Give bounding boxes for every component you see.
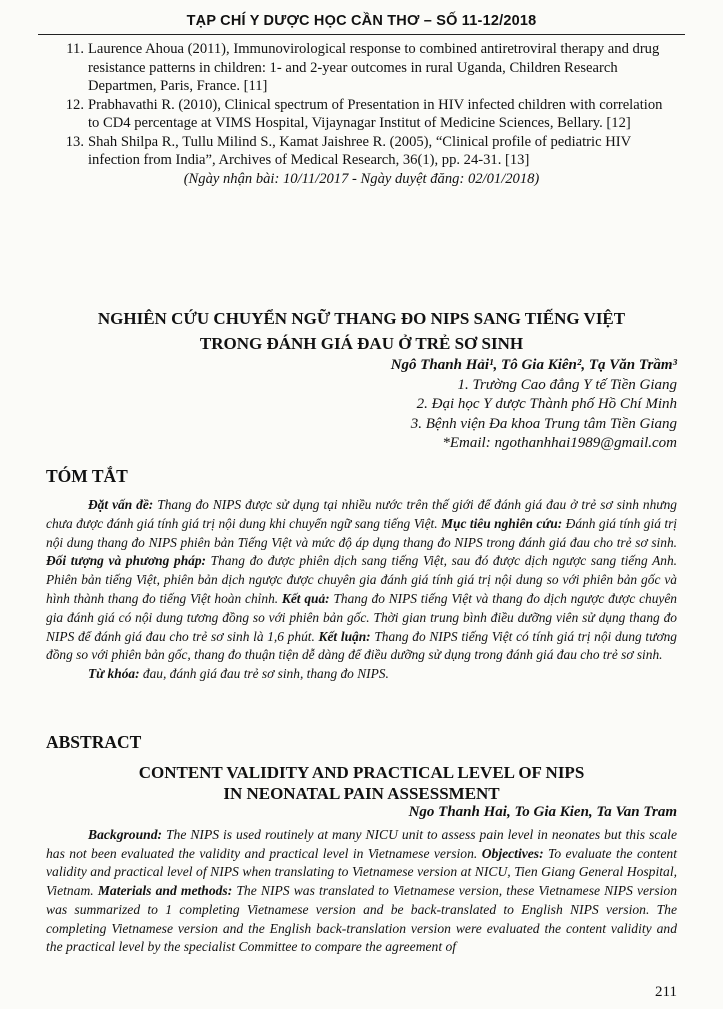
label-doi-tuong: Đối tượng và phương pháp: — [46, 553, 206, 569]
reference-number: 11. — [66, 41, 84, 57]
label-background: Background: — [88, 827, 163, 842]
author-block — [391, 356, 677, 454]
abstract-body — [46, 826, 677, 957]
abstract-paragraph — [46, 826, 677, 957]
author-names: Ngô Thanh Hải¹, Tô Gia Kiên², Tạ Văn Trầm³ — [390, 357, 677, 373]
label-ket-qua: Kết quả: — [281, 590, 330, 606]
label-dat-van-de: Đặt vấn đề: — [88, 497, 154, 512]
affiliation-3: 3. Bệnh viện Đa khoa Trung tâm Tiền Giang — [410, 415, 677, 432]
reference-number: 12. — [65, 96, 84, 113]
affiliation-2: 2. Đại học Y dược Thành phố Hồ Chí Minh — [416, 396, 677, 412]
text-doi-tuong: Thang đo được phiên dịch sang tiếng Việt, sau đó được dịch ngược sang tiếng Anh. Phiên bản tiếng Việt, phiên bản dịch ngược được chuyên gia đánh giá tính giá trị nội dung so với phiên bản gốc và hình thành thang đo tiếng Việt hoàn chỉnh. — [46, 553, 677, 606]
affiliation-1: 1. Trường Cao đẳng Y tế Tiền Giang — [457, 376, 677, 393]
label-ket-luan: Kết luận: — [318, 628, 371, 644]
label-methods: Materials and methods: — [97, 883, 233, 899]
page-number: 211 — [655, 984, 677, 1000]
title-vn-line-2: TRONG ĐÁNH GIÁ ĐAU Ở TRẺ SƠ SINH — [199, 334, 524, 353]
reference-item — [46, 40, 677, 96]
received-date-note: (Ngày nhận bài: 10/11/2017 - Ngày duyệt đăng: 02/01/2018) — [183, 170, 540, 187]
author-names-en: Ngo Thanh Hai, To Gia Kien, Ta Van Tram — [408, 804, 677, 820]
abstract-heading: ABSTRACT — [46, 732, 142, 752]
title-vn-line-1: NGHIÊN CỨU CHUYỂN NGỮ THANG ĐO NIPS SANG TIẾNG VIỆT — [97, 309, 626, 328]
article-title-en — [40, 762, 683, 804]
reference-text: Laurence Ahoua (2011), Immunovirological response to combined antiretroviral therapy and drug resistance patterns in children: 1- and 2-year outcomes in rural Uganda, Children Research Departmen, Paris, France. [11] — [88, 41, 660, 94]
reference-number: 13. — [65, 133, 84, 150]
reference-item — [46, 133, 677, 170]
text-methods: The NIPS was translated to Vietnamese version, these Vietnamese NIPS version was summarized to 1 completing Vietnamese version and be back-translated to English NIPS version. The completing Vietnamese version and the English back-translation version were evaluated the content validity and the practical level by the specialist Committee to compare the agreement of — [46, 883, 677, 955]
journal-header: TẠP CHÍ Y DƯỢC HỌC CẦN THƠ – SỐ 11-12/2018 — [38, 8, 685, 35]
text-objectives: To evaluate the content validity and practical level of NIPS when translating to Vietnamese version at NICU, Tien Giang General Hospital, Vietnam. — [46, 845, 677, 899]
reference-text: Shah Shilpa R., Tullu Milind S., Kamat Jaishree R. (2005), “Clinical profile of pediatric HIV infection from India”, Archives of Medical Research, 36(1), pp. 24-31. [13] — [88, 133, 631, 168]
author-email: *Email: ngothanhhai1989@gmail.com — [442, 435, 677, 451]
text-ket-qua: Thang đo NIPS tiếng Việt và thang đo dịch ngược được chuyên gia đánh giá có nội dung tương đồng so với phiên bản gốc. Thời gian trung bình điều dưỡng viên sử dụng thang đo NIPS để đánh giá đau cho trẻ sơ sinh là 1,6 phút. — [46, 590, 677, 644]
text-background: The NIPS is used routinely at many NICU unit to assess pain level in neonates but this scale has not been evaluated the validity and practical level in Vietnamese version. — [46, 827, 677, 861]
tom-tat-paragraph — [46, 496, 677, 665]
text-dat-van-de: Thang đo NIPS được sử dụng tại nhiều nước trên thế giới để đánh giá đau ở trẻ sơ sinh nhưng chưa được đánh giá tính giá trị nội dung khi chuyển ngữ sang tiếng Việt. — [46, 497, 677, 531]
label-objectives: Objectives: — [481, 845, 544, 861]
text-ket-luan: Thang đo NIPS tiếng Việt có tính giá trị nội dung tương đồng so với phiên bản gốc, thang đo thuận tiện dễ dàng để điều dưỡng sử dụng trong đánh giá đau cho trẻ sơ sinh. — [46, 628, 677, 663]
reference-text: Prabhavathi R. (2010), Clinical spectrum of Presentation in HIV infected children with correlation to CD4 percentage at VIMS Hospital, Vijaynagar Institut of Medicine Sciences, Bellary. [12] — [88, 96, 663, 131]
keywords-paragraph — [46, 665, 677, 684]
article-title-vn — [40, 306, 683, 356]
reference-list — [46, 40, 677, 188]
title-en-line-2: IN NEONATAL PAIN ASSESSMENT — [223, 784, 500, 803]
keywords-label: Từ khóa: — [88, 666, 140, 682]
text-muc-tieu: Đánh giá tính giá trị nội dung thang đo NIPS phiên bản Tiếng Việt và mức độ áp dụng thang đo NIPS trong đánh giá đau cho trẻ sơ sinh. — [46, 515, 678, 550]
tom-tat-body — [46, 496, 677, 684]
reference-item — [46, 96, 677, 133]
tom-tat-heading: TÓM TẮT — [46, 466, 128, 486]
label-muc-tieu: Mục tiêu nghiên cứu: — [441, 515, 563, 531]
title-en-line-1: CONTENT VALIDITY AND PRACTICAL LEVEL OF NIPS — [138, 763, 585, 782]
keywords-text: đau, đánh giá đau trẻ sơ sinh, thang đo NIPS. — [139, 666, 389, 682]
